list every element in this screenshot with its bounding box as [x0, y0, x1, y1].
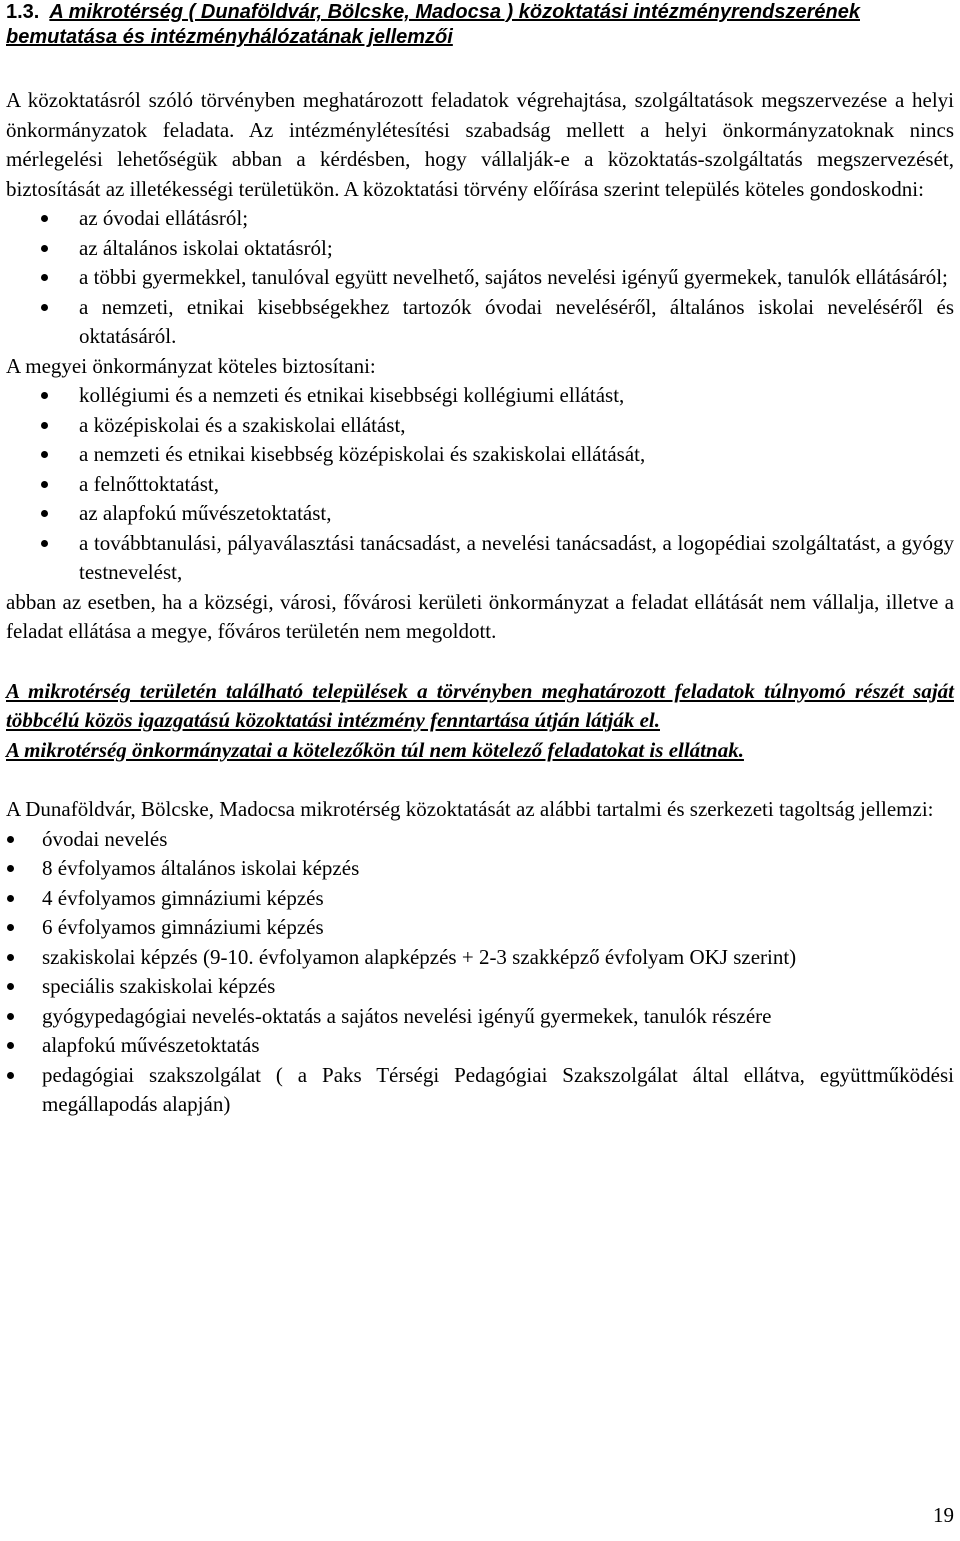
- section-title-line1: A mikrotérség ( Dunaföldvár, Bölcske, Madocsa ) közoktatási intézményrendszerének: [49, 1, 860, 23]
- list-item: alapfokú művészetoktatás: [6, 1031, 954, 1061]
- list-item: pedagógiai szakszolgálat ( a Paks Térségi Pedagógiai Szakszolgálat által ellátva, együttműködési megállapodás alapján): [6, 1061, 954, 1120]
- list-item: a felnőttoktatást,: [6, 470, 954, 500]
- emphasis-statement-1: A mikrotérség területén található települések a törvényben meghatározott feladatok túlnyomó részét saját többcélú közös igazgatású közoktatási intézmény fenntartása útján látják el.: [6, 678, 954, 732]
- section-number: 1.3.: [6, 1, 40, 23]
- document-page: [6, 0, 954, 1120]
- list-item: az általános iskolai oktatásról;: [6, 234, 954, 264]
- list-item: kollégiumi és a nemzeti és etnikai kisebbségi kollégiumi ellátást,: [6, 381, 954, 411]
- paragraph-county: A megyei önkormányzat köteles biztosítani:: [6, 353, 376, 378]
- section-title-line2: bemutatása és intézményhálózatának jellemzői: [6, 26, 453, 48]
- section-heading: [6, 0, 954, 50]
- list-item: 4 évfolyamos gimnáziumi képzés: [6, 884, 954, 914]
- list-item: az alapfokú művészetoktatást,: [6, 499, 954, 529]
- page-number: 19: [933, 1503, 954, 1527]
- list-item: óvodai nevelés: [6, 825, 954, 855]
- list-item: a középiskolai és a szakiskolai ellátást,: [6, 411, 954, 441]
- list-item: szakiskolai képzés (9-10. évfolyamon alapképzés + 2-3 szakképző évfolyam OKJ szerint): [6, 943, 954, 973]
- emphasis-statement-2: A mikrotérség önkormányzatai a kötelezőkön túl nem kötelező feladatokat is ellátnak.: [6, 737, 744, 762]
- county-duties-list: [6, 381, 954, 588]
- education-structure-list: [6, 825, 954, 1120]
- list-item: speciális szakiskolai képzés: [6, 972, 954, 1002]
- list-item: 6 évfolyamos gimnáziumi képzés: [6, 913, 954, 943]
- paragraph-condition: abban az esetben, ha a községi, városi, fővárosi kerületi önkormányzat a feladat ellátását nem vállalja, illetve a feladat ellátása a megye, főváros területén nem megoldott.: [6, 589, 954, 643]
- paragraph-duties: A közoktatásról szóló törvényben meghatározott feladatok végrehajtása, szolgáltatások megszervezése a helyi önkormányzatok feladata. Az intézménylétesítési szabadság mellett a helyi önkormányzatoknak nincs mérlegelési lehetőségük abban a kérdésben, hogy vállalják-e a közoktatás-szolgáltatás megszervezését, biztosítását az illetékességi területükön. A közoktatási törvény előírása szerint település köteles gondoskodni:: [6, 88, 954, 201]
- paragraph-structure: A Dunaföldvár, Bölcske, Madocsa mikrotérség közoktatását az alábbi tartalmi és szerkezeti tagoltság jellemzi:: [6, 797, 934, 821]
- municipal-duties-list: [6, 204, 954, 352]
- list-item: a továbbtanulási, pályaválasztási tanácsadást, a nevelési tanácsadást, a logopédiai szolgáltatást, a gyógy testnevelést,: [6, 529, 954, 588]
- list-item: a nemzeti és etnikai kisebbség középiskolai és szakiskolai ellátását,: [6, 440, 954, 470]
- list-item: gyógypedagógiai nevelés-oktatás a sajátos nevelési igényű gyermekek, tanulók részére: [6, 1002, 954, 1032]
- list-item: az óvodai ellátásról;: [6, 204, 954, 234]
- list-item: a többi gyermekkel, tanulóval együtt nevelhető, sajátos nevelési igényű gyermekek, tanulók ellátásáról;: [6, 263, 954, 293]
- list-item: a nemzeti, etnikai kisebbségekhez tartozók óvodai neveléséről, általános iskolai neveléséről és oktatásáról.: [6, 293, 954, 352]
- list-item: 8 évfolyamos általános iskolai képzés: [6, 854, 954, 884]
